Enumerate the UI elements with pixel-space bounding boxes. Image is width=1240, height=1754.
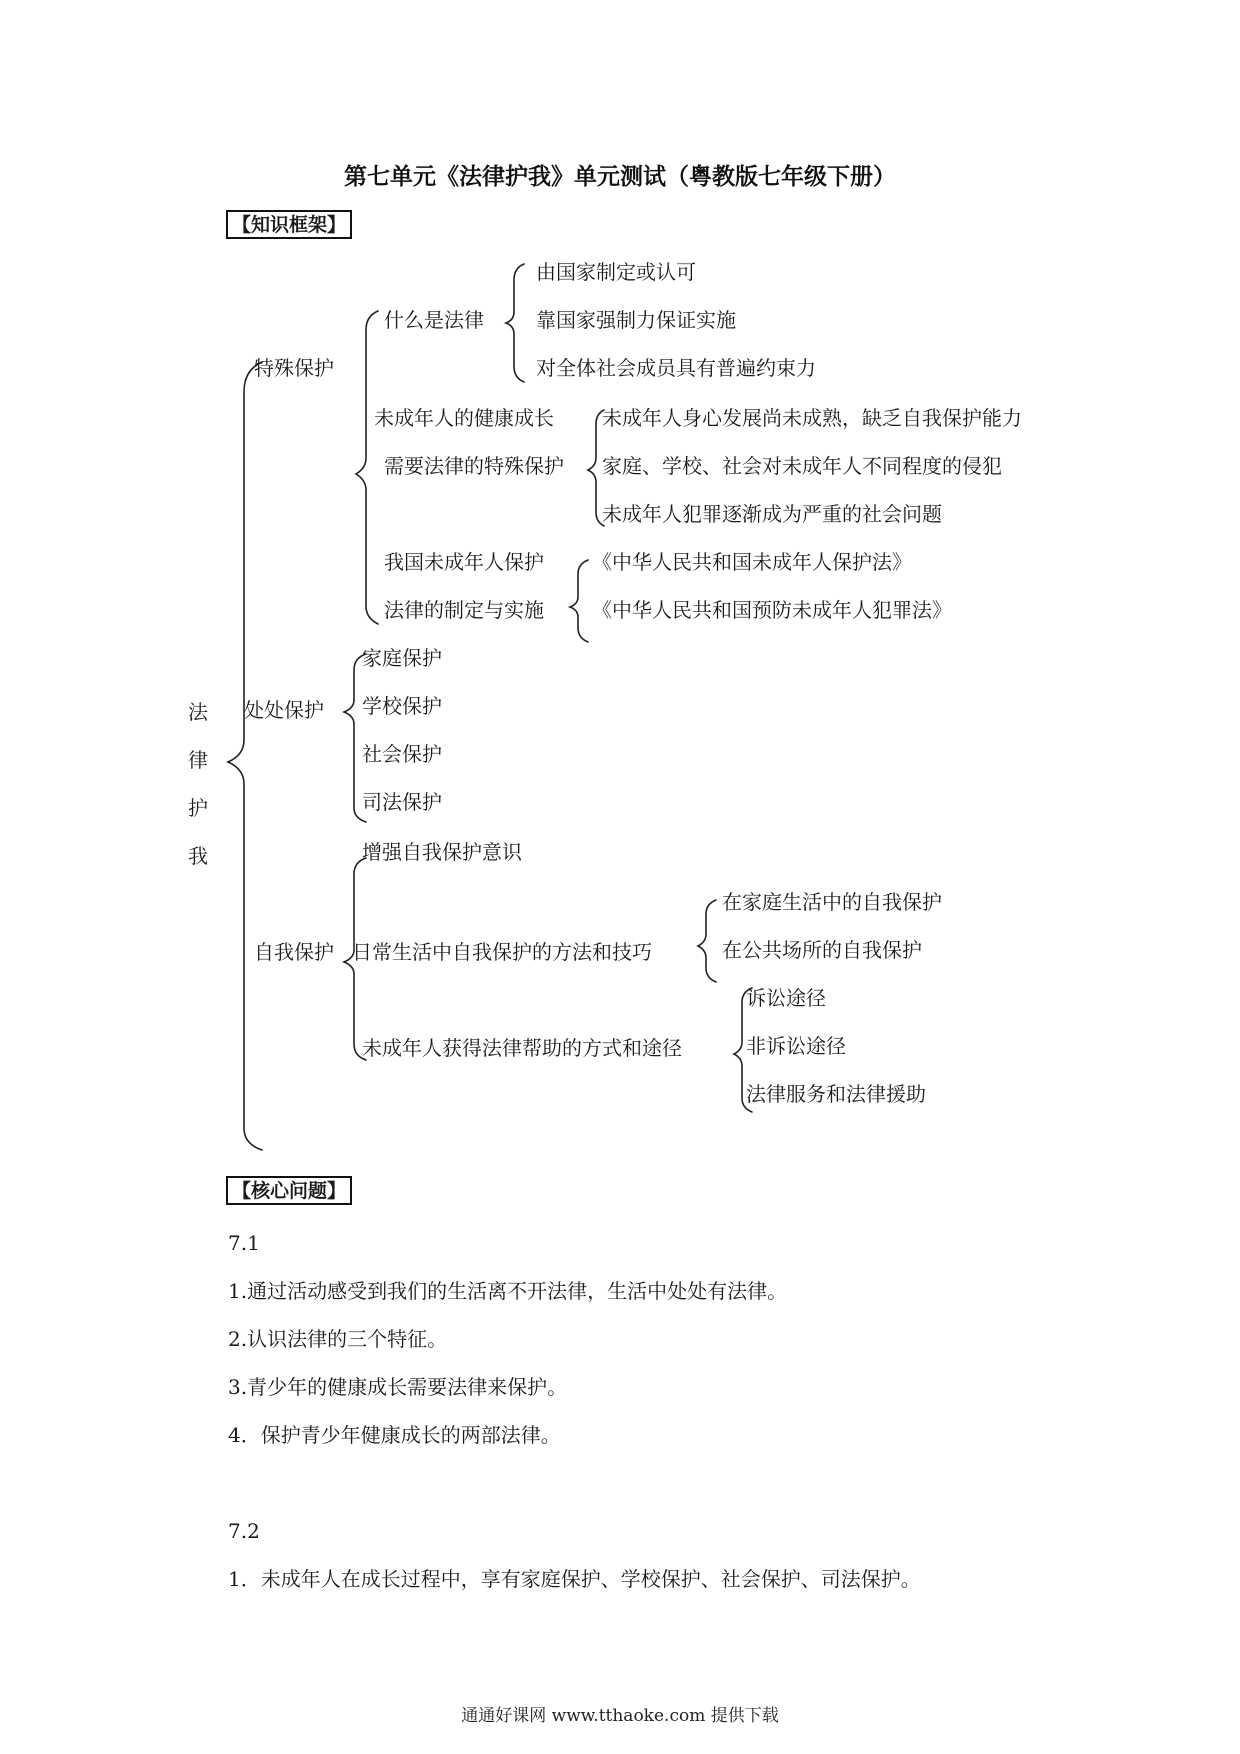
root-char: 律 (188, 748, 208, 772)
special-label: 特殊保护 (254, 356, 334, 380)
minors-need-item: 未成年人犯罪逐渐成为严重的社会问题 (602, 502, 942, 526)
everywhere-item: 家庭保护 (362, 646, 442, 670)
what-is-law-label: 什么是法律 (384, 308, 484, 332)
daily-item: 在公共场所的自我保护 (722, 938, 922, 962)
what-is-law-brace (506, 264, 524, 382)
laws-brace (570, 560, 588, 642)
laws-label: 我国未成年人保护 (384, 550, 544, 574)
core-item: 2.认识法律的三个特征。 (228, 1327, 448, 1351)
special-brace (356, 311, 378, 624)
root-brace (228, 362, 262, 1150)
minors-need-item: 家庭、学校、社会对未成年人不同程度的侵犯 (602, 454, 1002, 478)
footer-credit: 通通好课网 www.tthaoke.com 提供下载 (461, 1706, 779, 1726)
legal-help-item: 诉讼途径 (746, 986, 826, 1010)
minors-need-item: 未成年人身心发展尚未成熟，缺乏自我保护能力 (602, 406, 1022, 430)
root-char: 法 (188, 700, 208, 724)
daily-label: 日常生活中自我保护的方法和技巧 (352, 940, 652, 964)
core-item: 4．保护青少年健康成长的两部法律。 (228, 1423, 561, 1447)
law-feature-item: 对全体社会成员具有普遍约束力 (536, 356, 816, 380)
daily-item: 在家庭生活中的自我保护 (722, 890, 942, 914)
law-title-item: 《中华人民共和国预防未成年人犯罪法》 (592, 598, 952, 622)
minors-need-label: 需要法律的特殊保护 (384, 454, 564, 478)
everywhere-item: 社会保护 (362, 742, 442, 766)
minors-need-label: 未成年人的健康成长 (374, 406, 554, 430)
law-feature-item: 由国家制定或认可 (536, 260, 696, 284)
laws-label: 法律的制定与实施 (384, 598, 544, 622)
section-heading: 7.2 (228, 1519, 260, 1543)
legal-help-label: 未成年人获得法律帮助的方式和途径 (362, 1036, 682, 1060)
root-char: 我 (188, 844, 208, 868)
root-char: 护 (188, 796, 208, 820)
everywhere-item: 司法保护 (362, 790, 442, 814)
self-label: 自我保护 (254, 940, 334, 964)
framework-label: 【知识框架】 (226, 210, 352, 239)
section-heading: 7.1 (228, 1231, 260, 1255)
daily-brace (698, 900, 716, 982)
core-item: 3.青少年的健康成长需要法律来保护。 (228, 1375, 568, 1399)
everywhere-item: 学校保护 (362, 694, 442, 718)
page-title: 第七单元《法律护我》单元测试（粤教版七年级下册） (344, 164, 896, 190)
self-awareness: 增强自我保护意识 (362, 840, 522, 864)
legal-help-item: 非诉讼途径 (746, 1034, 846, 1058)
law-feature-item: 靠国家强制力保证实施 (536, 308, 736, 332)
legal-help-item: 法律服务和法律援助 (746, 1082, 926, 1106)
core-label: 【核心问题】 (226, 1176, 352, 1205)
everywhere-label: 处处保护 (244, 698, 324, 722)
law-title-item: 《中华人民共和国未成年人保护法》 (592, 550, 912, 574)
core-item: 1.通过活动感受到我们的生活离不开法律，生活中处处有法律。 (228, 1279, 788, 1303)
core-item: 1．未成年人在成长过程中，享有家庭保护、学校保护、社会保护、司法保护。 (228, 1567, 921, 1591)
